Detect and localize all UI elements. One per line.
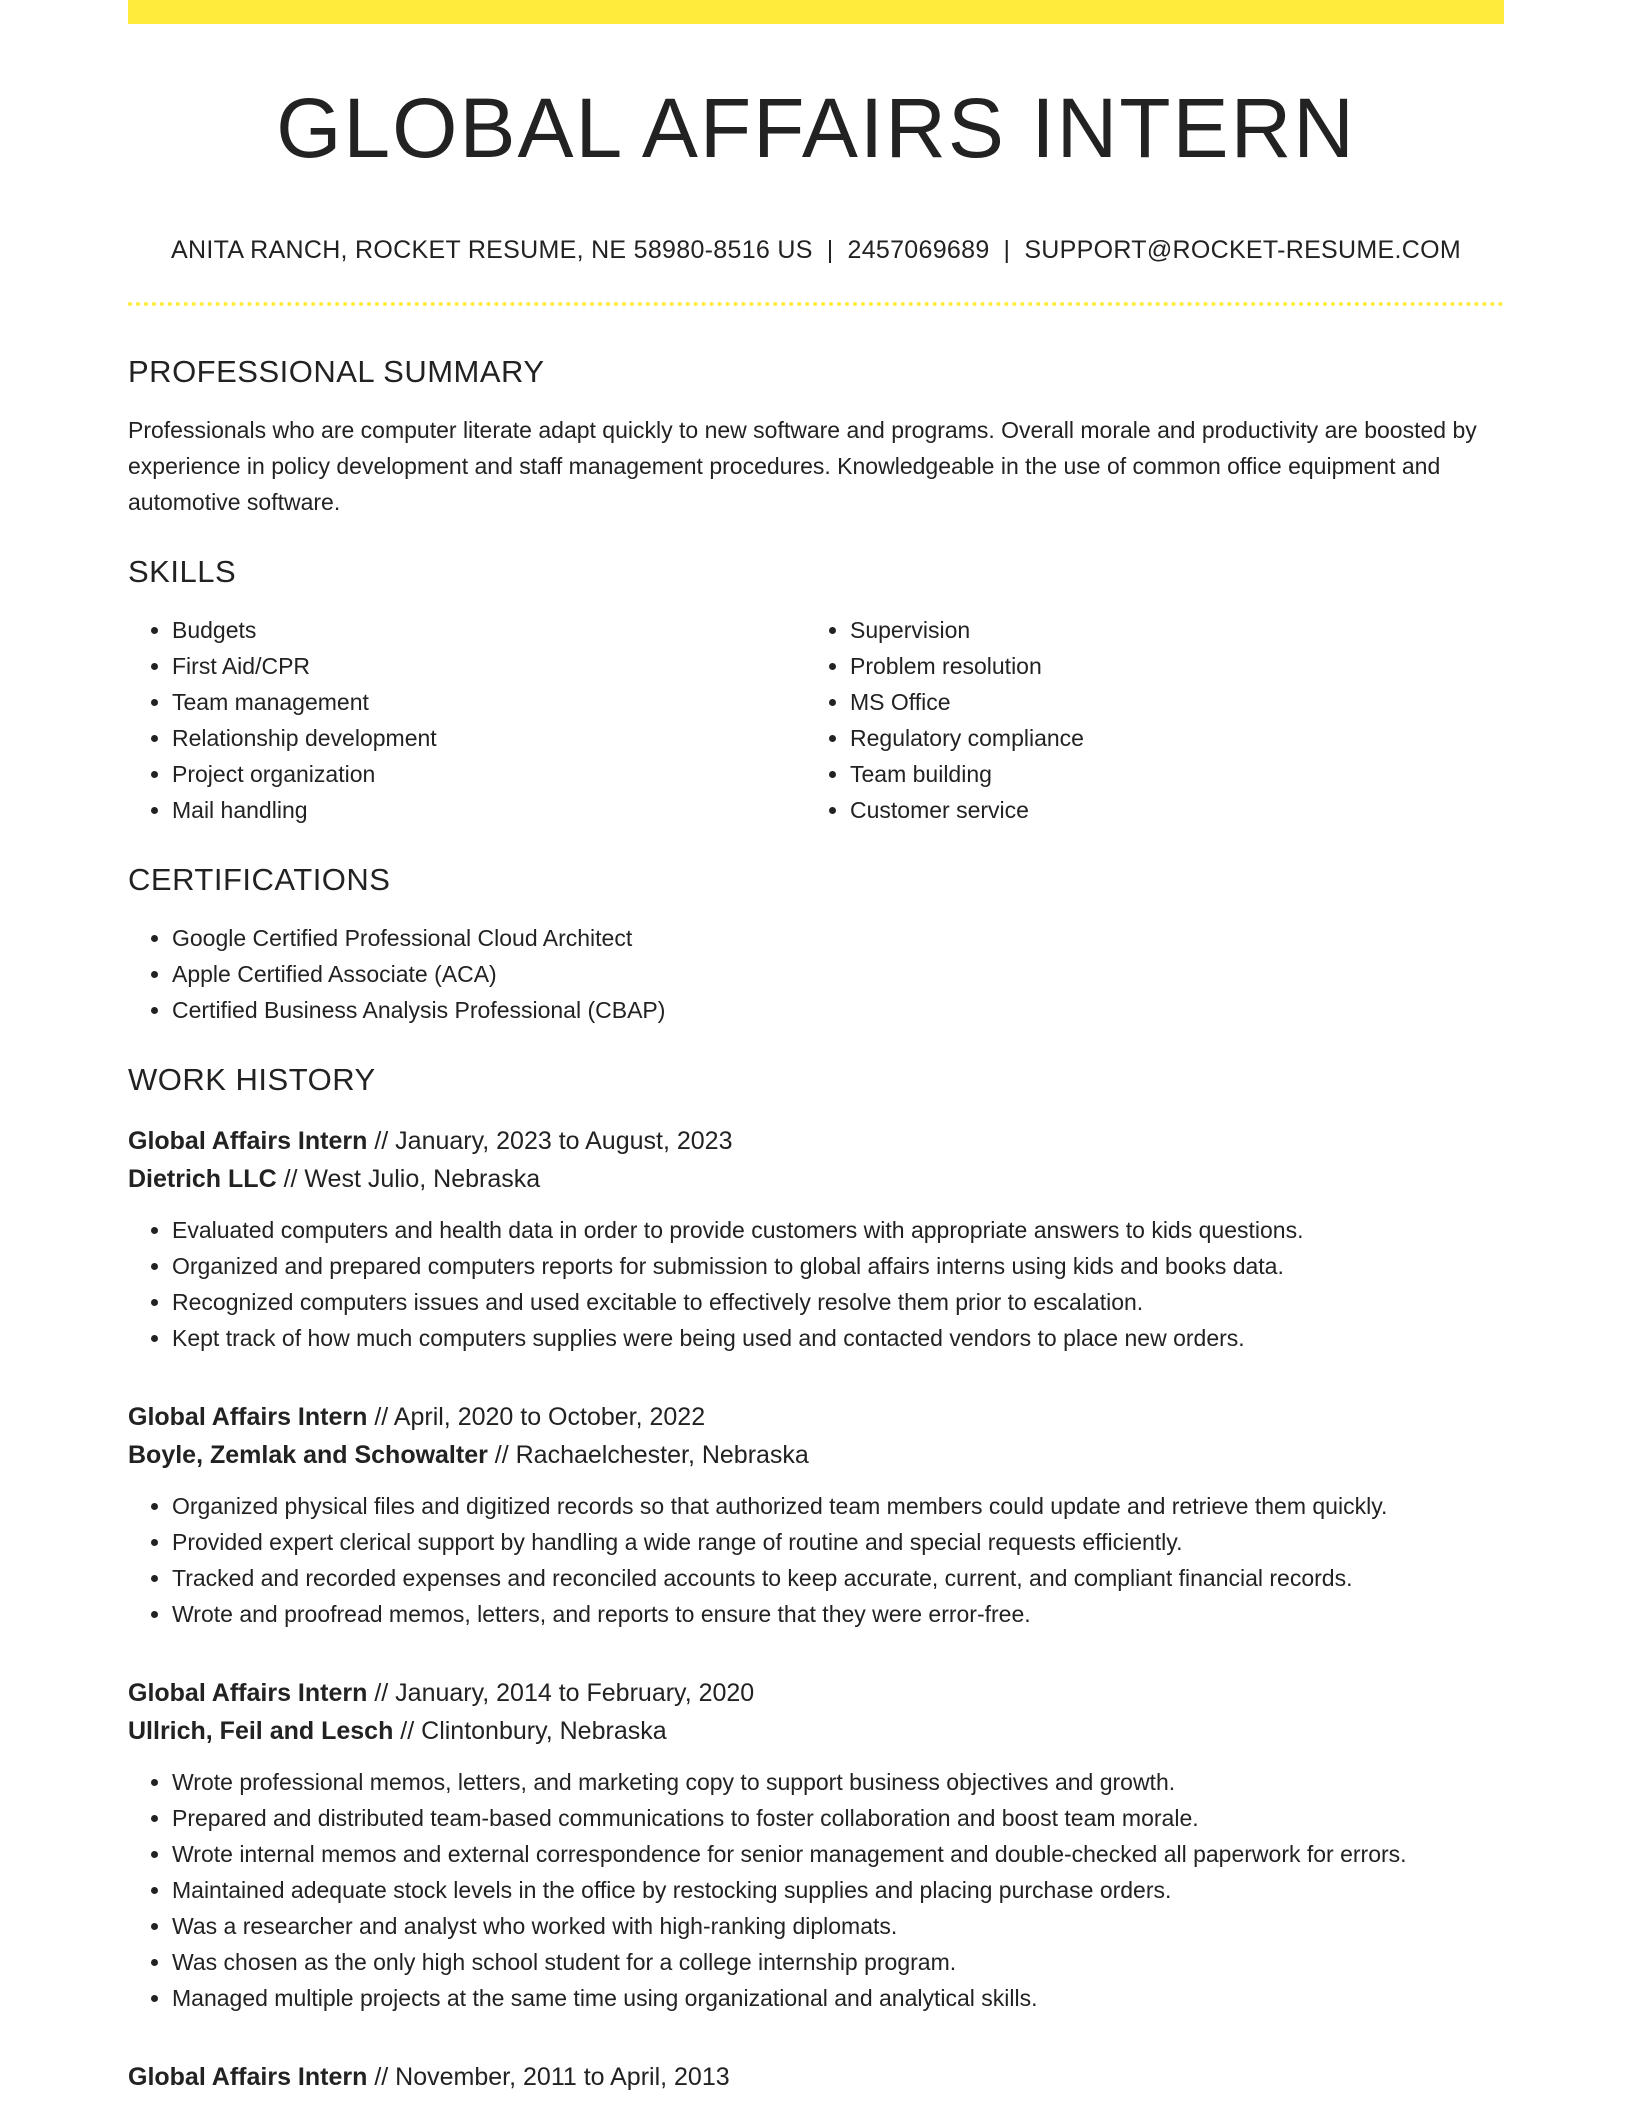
job-bullet: • Prepared and distributed team-based communications to foster collaboration and boost team morale. [172,1800,1504,1836]
job-dates: // January, 2014 to February, 2020 [367,1679,755,1707]
job-bullet: • Wrote professional memos, letters, and marketing copy to support business objectives and growth. [172,1764,1504,1800]
skill-item: • MS Office [850,684,1484,720]
job-bullets [128,1764,1504,2016]
job-bullet: • Wrote and proofread memos, letters, and reports to ensure that they were error-free. [172,1596,1504,1632]
skill-item: • Supervision [850,612,1484,648]
job-role: Global Affairs Intern [128,2063,368,2091]
job-bullets [128,1488,1504,1632]
skill-item: • Problem resolution [850,648,1484,684]
job-bullet: • Managed multiple projects at the same time using organizational and analytical skills. [172,1980,1504,2016]
job-bullet: • Evaluated computers and health data in order to provide customers with appropriate answers to kids questions. [172,1212,1504,1248]
skills-list-right [806,612,1484,828]
contact-separator: | [1003,236,1011,264]
contact-line [128,236,1504,265]
job-bullet: • Wrote internal memos and external correspondence for senior management and double-checked all paperwork for errors. [172,1836,1504,1872]
job-bullet: • Maintained adequate stock levels in the office by restocking supplies and placing purchase orders. [172,1872,1504,1908]
job-role-line [128,1122,1504,1160]
job-dates: // January, 2023 to August, 2023 [367,1127,733,1155]
contact-email[interactable]: SUPPORT@ROCKET-RESUME.COM [1024,236,1461,264]
skill-item: • Mail handling [172,792,806,828]
certification-item: • Google Certified Professional Cloud Architect [172,920,1504,956]
job-location: // West Julio, Nebraska [276,1165,541,1193]
job-bullet: • Organized and prepared computers reports for submission to global affairs interns using kids and books data. [172,1248,1504,1284]
summary-text: Professionals who are computer literate adapt quickly to new software and programs. Overall morale and productivity are boosted by experience in policy development and staff management procedures. Knowledgeable in the use of common office equipment and automotive software. [128,417,1477,515]
job-bullet: • Organized physical files and digitized records so that authorized team members could update and retrieve them quickly. [172,1488,1504,1524]
job-company: Ullrich, Feil and Lesch [128,1717,394,1745]
job-role: Global Affairs Intern [128,1679,368,1707]
job-role: Global Affairs Intern [128,1403,368,1431]
job-role-line [128,2058,1504,2096]
section-title-summary: PROFESSIONAL SUMMARY [128,354,545,389]
skills-list-left [128,612,806,828]
contact-phone[interactable]: 2457069689 [847,236,990,264]
job-bullet: • Was a researcher and analyst who worked with high-ranking diplomats. [172,1908,1504,1944]
job-bullet: • Provided expert clerical support by handling a wide range of routine and special requests efficiently. [172,1524,1504,1560]
skill-item: • Team management [172,684,806,720]
job-entry [128,1122,1504,1356]
job-bullets [128,1212,1504,1356]
skill-item: • Budgets [172,612,806,648]
section-title-skills: SKILLS [128,554,237,589]
job-bullet: • Kept track of how much computers supplies were being used and contacted vendors to place new orders. [172,1320,1504,1356]
certification-item: • Apple Certified Associate (ACA) [172,956,1504,992]
skills-columns [128,612,1504,828]
job-role-line [128,1674,1504,1712]
job-role-line [128,1398,1504,1436]
job-role: Global Affairs Intern [128,1127,368,1155]
certification-item: • Certified Business Analysis Professional (CBAP) [172,992,1504,1028]
skill-item: • Customer service [850,792,1484,828]
dotted-divider [128,302,1504,306]
job-dates: // November, 2011 to April, 2013 [367,2063,730,2091]
contact-address: ANITA RANCH, ROCKET RESUME, NE 58980-8516 US [171,236,813,264]
job-location: // Rachaelchester, Nebraska [487,1441,809,1469]
certifications-list [128,920,1504,1028]
job-company-line [128,1712,1504,1750]
section-title-work-history: WORK HISTORY [128,1062,376,1097]
job-entry [128,1674,1504,2016]
accent-bar [128,0,1504,24]
job-location: // Clintonbury, Nebraska [393,1717,667,1745]
section-title-certifications: CERTIFICATIONS [128,862,391,897]
job-company-line [128,1436,1504,1474]
job-bullet: • Recognized computers issues and used excitable to effectively resolve them prior to escalation. [172,1284,1504,1320]
skill-item: • Project organization [172,756,806,792]
job-company: Dietrich LLC [128,1165,277,1193]
skill-item: • Relationship development [172,720,806,756]
job-entry [128,1398,1504,1632]
job-company: Boyle, Zemlak and Schowalter [128,1441,488,1469]
skill-item: • Regulatory compliance [850,720,1484,756]
skill-item: • Team building [850,756,1484,792]
job-company-line [128,1160,1504,1198]
skill-item: • First Aid/CPR [172,648,806,684]
resume-page [128,0,1504,2096]
job-dates: // April, 2020 to October, 2022 [367,1403,706,1431]
contact-separator: | [826,236,834,264]
job-bullet: • Was chosen as the only high school student for a college internship program. [172,1944,1504,1980]
job-bullet: • Tracked and recorded expenses and reconciled accounts to keep accurate, current, and compliant financial records. [172,1560,1504,1596]
job-entry [128,2058,1504,2096]
resume-title: GLOBAL AFFAIRS INTERN [276,81,1356,175]
